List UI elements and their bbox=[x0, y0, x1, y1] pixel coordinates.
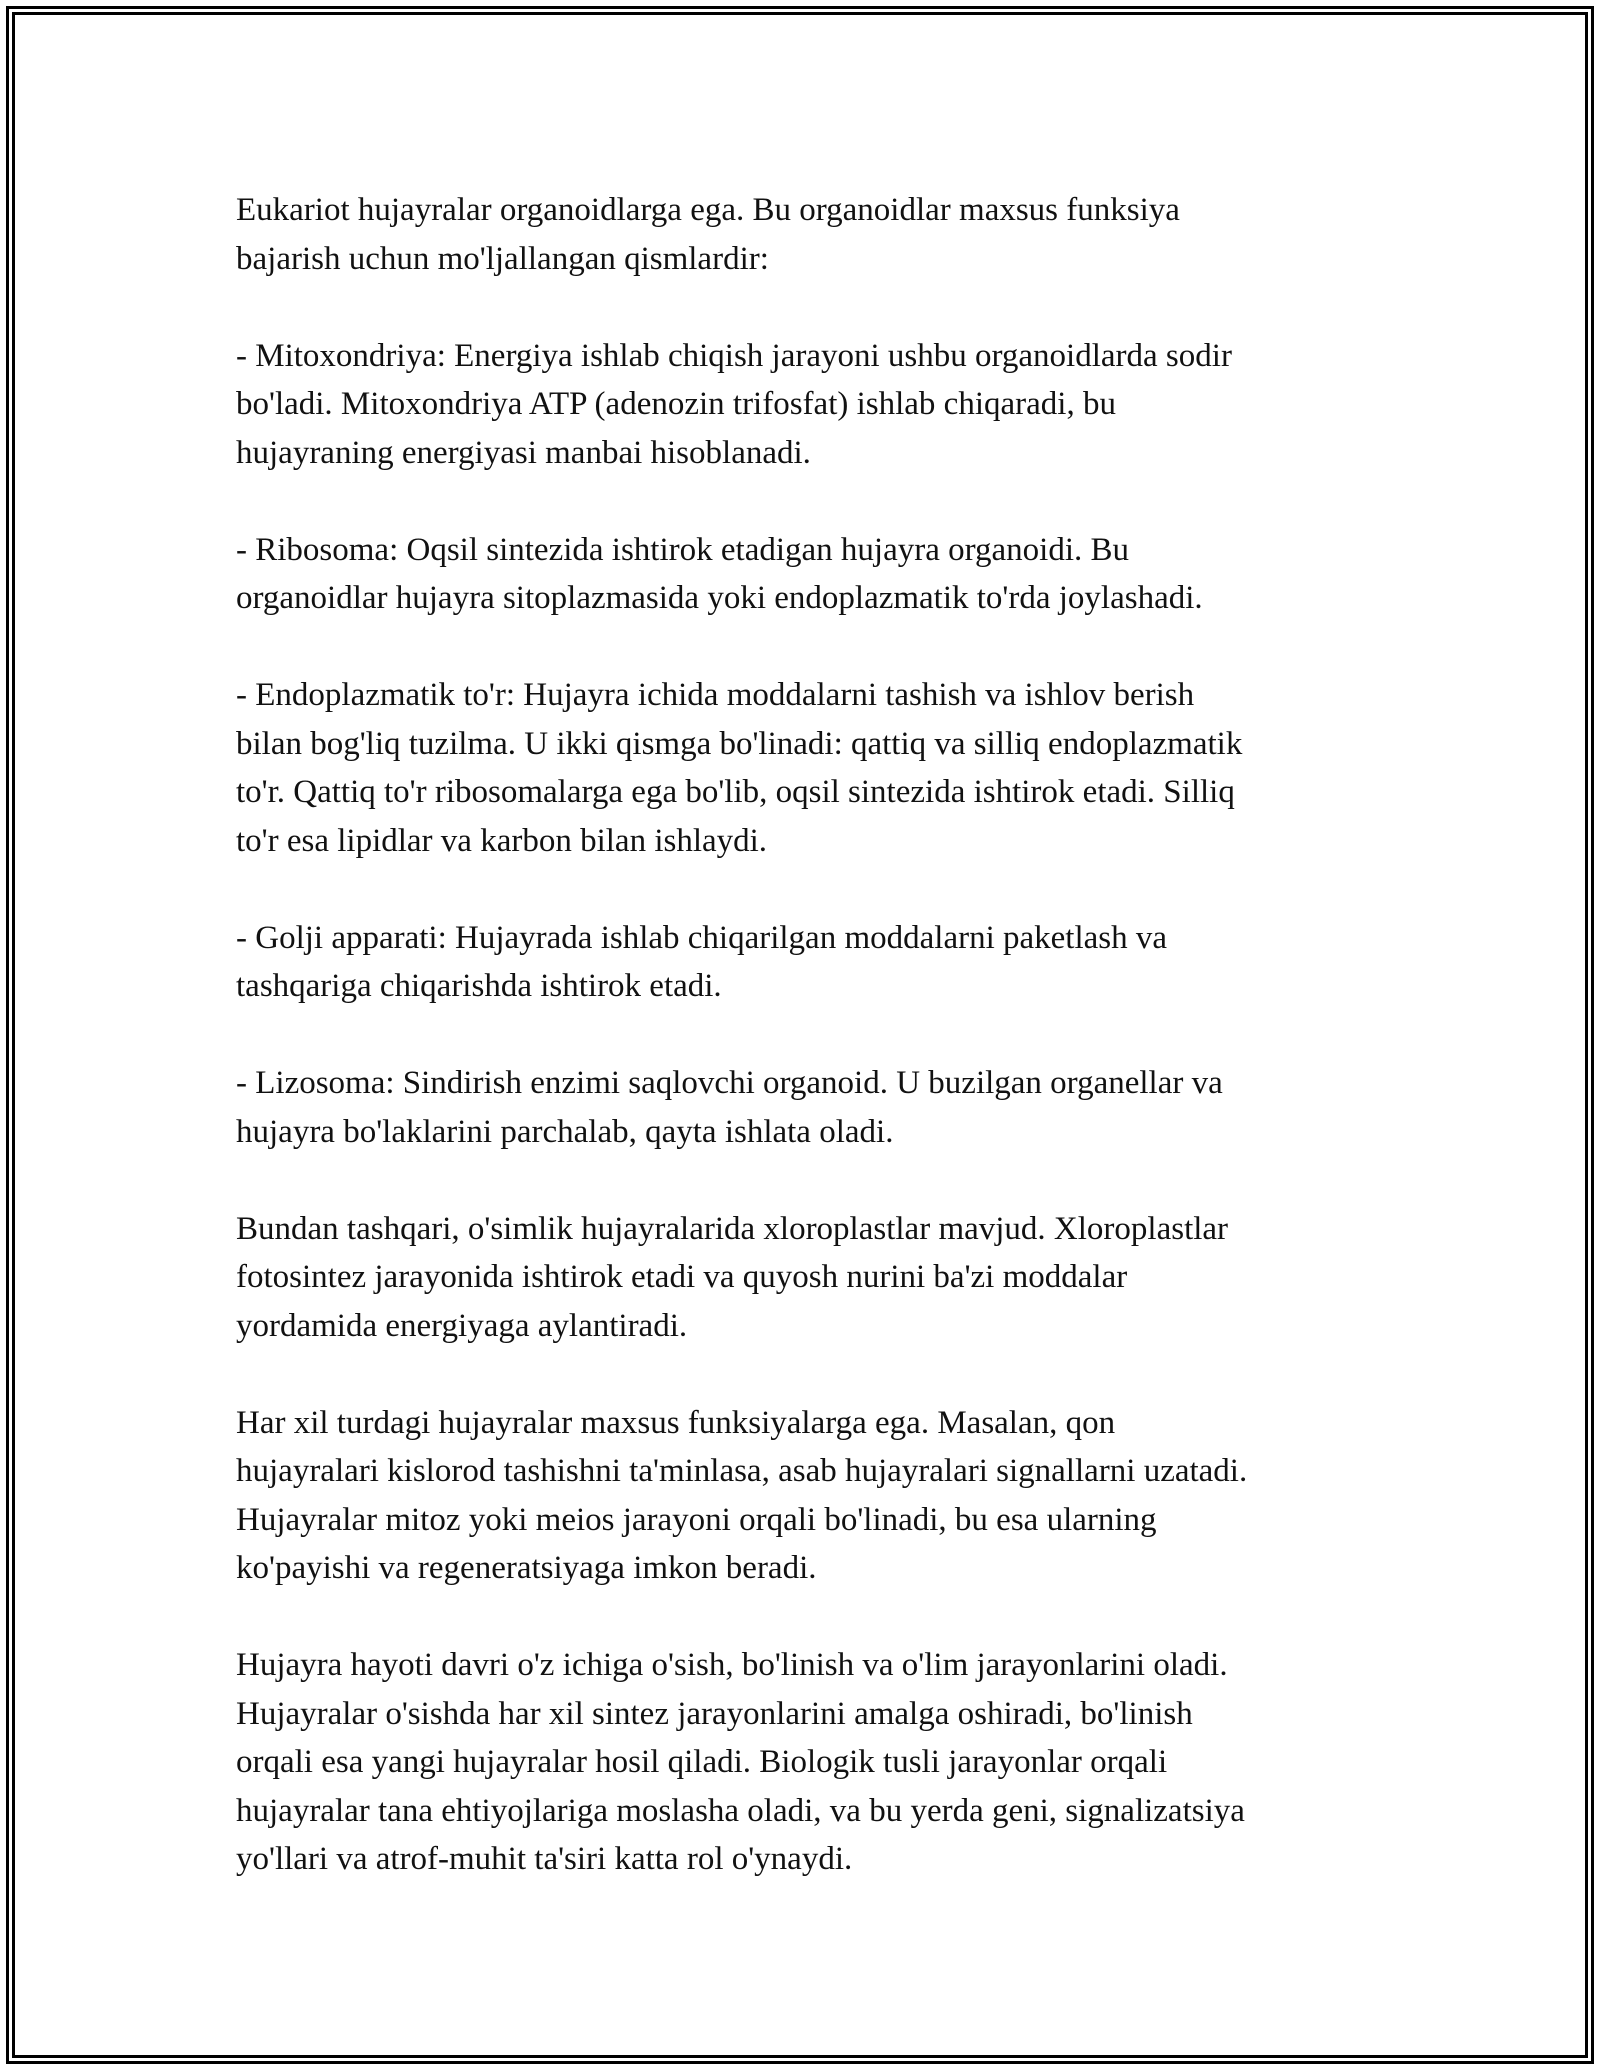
text-line: fotosintez jarayonida ishtirok etadi va quyosh nurini ba'zi moddalar bbox=[236, 1259, 1128, 1295]
text-line: hujayraning energiyasi manbai hisoblanadi. bbox=[236, 434, 811, 471]
text-line: - Golji apparati: Hujayrada ishlab chiqarilgan moddalarni paketlash va bbox=[236, 919, 1168, 956]
paragraph-endoplazmatik bbox=[236, 671, 1376, 865]
text-line: to'r. Qattiq to'r ribosomalarga ega bo'lib, oqsil sintezida ishtirok etadi. Silliq bbox=[236, 774, 1235, 810]
text-line: ko'payishi va regeneratsiyaga imkon beradi. bbox=[236, 1550, 817, 1586]
text-line: hujayralari kislorod tashishni ta'minlasa, asab hujayralari signallarni uzatadi. bbox=[236, 1453, 1248, 1489]
text-line: - Mitoxondriya: Energiya ishlab chiqish jarayoni ushbu organoidlarda sodir bbox=[236, 337, 1232, 374]
text-line: hujayralar tana ehtiyojlariga moslasha oladi, va bu yerda geni, signalizatsiya bbox=[236, 1792, 1245, 1829]
paragraph-lizosoma bbox=[236, 1059, 1376, 1156]
paragraph-hayot-davri bbox=[236, 1641, 1376, 1884]
document-body bbox=[236, 186, 1376, 1932]
text-line: Bundan tashqari, o'simlik hujayralarida xloroplastlar mavjud. Xloroplastlar bbox=[236, 1210, 1229, 1247]
paragraph-funksiyalar bbox=[236, 1399, 1376, 1593]
text-line: bajarish uchun mo'ljallangan qismlardir: bbox=[236, 240, 769, 277]
text-line: yordamida energiyaga aylantiradi. bbox=[236, 1307, 688, 1344]
text-line: bo'ladi. Mitoxondriya ATP (adenozin trifosfat) ishlab chiqaradi, bu bbox=[236, 386, 1116, 422]
text-line: organoidlar hujayra sitoplazmasida yoki endoplazmatik to'rda joylashadi. bbox=[236, 580, 1203, 616]
text-line: tashqariga chiqarishda ishtirok etadi. bbox=[236, 968, 722, 1004]
text-line: Eukariot hujayralar organoidlarga ega. Bu organoidlar maxsus funksiya bbox=[236, 192, 1180, 228]
text-line: yo'llari va atrof-muhit ta'siri katta rol o'ynaydi. bbox=[236, 1841, 853, 1877]
text-line: hujayra bo'laklarini parchalab, qayta ishlata oladi. bbox=[236, 1113, 894, 1150]
text-line: - Lizosoma: Sindirish enzimi saqlovchi organoid. U buzilgan organellar va bbox=[236, 1065, 1223, 1101]
text-line: - Ribosoma: Oqsil sintezida ishtirok etadigan hujayra organoidi. Bu bbox=[236, 531, 1129, 568]
text-line: Har xil turdagi hujayralar maxsus funksiyalarga ega. Masalan, qon bbox=[236, 1404, 1116, 1441]
paragraph-ribosoma bbox=[236, 526, 1376, 623]
text-line: to'r esa lipidlar va karbon bilan ishlaydi. bbox=[236, 822, 768, 859]
paragraph-mitoxondriya bbox=[236, 332, 1376, 478]
text-line: - Endoplazmatik to'r: Hujayra ichida moddalarni tashish va ishlov berish bbox=[236, 677, 1195, 713]
paragraph-xloroplastlar bbox=[236, 1205, 1376, 1351]
text-line: Hujayralar mitoz yoki meios jarayoni orqali bo'linadi, bu esa ularning bbox=[236, 1501, 1157, 1538]
paragraph-intro bbox=[236, 186, 1376, 283]
text-line: Hujayra hayoti davri o'z ichiga o'sish, bo'linish va o'lim jarayonlarini oladi. bbox=[236, 1647, 1228, 1683]
paragraph-golji bbox=[236, 914, 1376, 1011]
text-line: orqali esa yangi hujayralar hosil qiladi. Biologik tusli jarayonlar orqali bbox=[236, 1744, 1168, 1780]
text-line: bilan bog'liq tuzilma. U ikki qismga bo'linadi: qattiq va silliq endoplazmatik bbox=[236, 725, 1243, 762]
text-line: Hujayralar o'sishda har xil sintez jarayonlarini amalga oshiradi, bo'linish bbox=[236, 1695, 1193, 1732]
